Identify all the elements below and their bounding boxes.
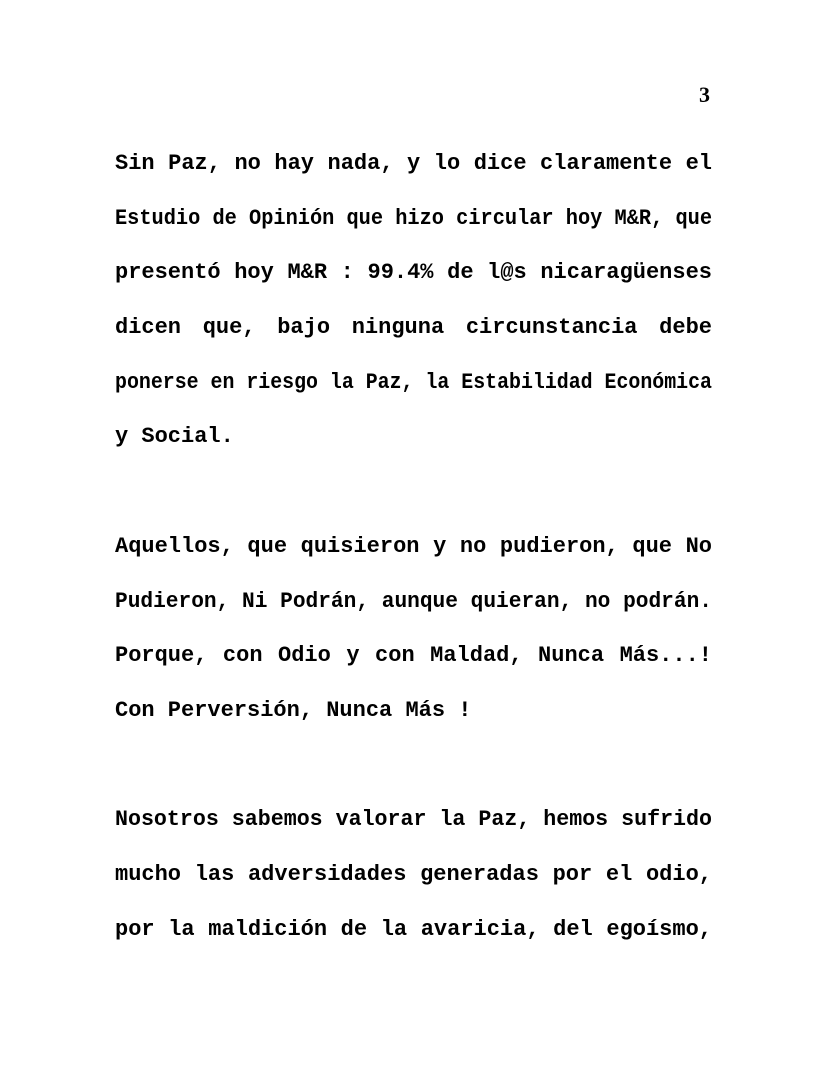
document-body xyxy=(115,137,712,957)
line-text: por la maldición de la avaricia, del egoísmo, xyxy=(115,916,712,942)
text-line xyxy=(115,301,712,356)
line-text: Pudieron, Ni Podrán, aunque quieran, no podrán. xyxy=(115,588,712,614)
text-line xyxy=(115,246,712,301)
line-text: Porque, con Odio y con Maldad, Nunca Más...! xyxy=(115,643,712,669)
line-text: dicen que, bajo ninguna circunstancia debe xyxy=(115,315,712,341)
text-line xyxy=(115,793,712,848)
text-line xyxy=(115,137,712,192)
line-text: Estudio de Opinión que hizo circular hoy M&R, que xyxy=(115,205,712,231)
text-line xyxy=(115,684,712,739)
page-number: 3 xyxy=(699,82,710,107)
paragraph xyxy=(115,793,712,957)
paragraph xyxy=(115,137,712,465)
line-text: mucho las adversidades generadas por el odio, xyxy=(115,861,712,887)
line-text: Sin Paz, no hay nada, y lo dice claramente el xyxy=(115,151,712,176)
text-line xyxy=(115,629,712,684)
line-text: Nosotros sabemos valorar la Paz, hemos sufrido xyxy=(115,807,712,833)
text-line xyxy=(115,848,712,903)
text-line xyxy=(115,192,712,247)
line-text: Con Perversión, Nunca Más ! xyxy=(115,697,472,723)
line-text: Aquellos, que quisieron y no pudieron, que No xyxy=(115,533,712,559)
line-text: y Social. xyxy=(115,424,234,450)
line-text: ponerse en riesgo la Paz, la Estabilidad Económica xyxy=(115,369,712,395)
text-line xyxy=(115,903,712,958)
text-line xyxy=(115,575,712,630)
text-line xyxy=(115,410,712,465)
text-line xyxy=(115,356,712,411)
paragraph xyxy=(115,520,712,739)
text-line xyxy=(115,520,712,575)
line-text: presentó hoy M&R : 99.4% de l@s nicaragüenses xyxy=(115,260,712,286)
